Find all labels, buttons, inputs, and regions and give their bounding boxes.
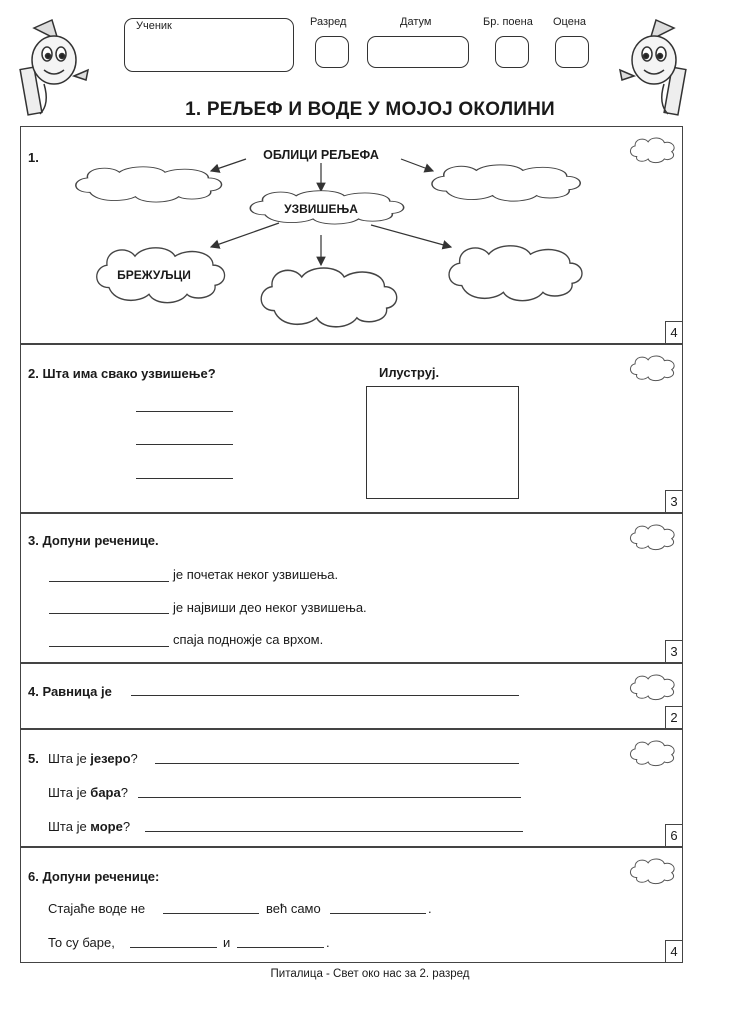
question-sea: Шта је море? xyxy=(48,819,131,834)
sentence-and: и xyxy=(223,935,231,950)
section-2-question: 2. Шта има свако узвишење? xyxy=(28,366,216,381)
sentence-2: је највиши део неког узвишења. xyxy=(173,600,367,615)
section-2 xyxy=(20,344,683,513)
illustration-box[interactable] xyxy=(366,386,519,499)
blank-line[interactable] xyxy=(237,947,324,948)
blank-line[interactable] xyxy=(163,913,259,914)
points-box[interactable] xyxy=(495,36,529,68)
blank-line[interactable] xyxy=(49,613,169,614)
section-3 xyxy=(20,513,683,663)
section-1-number: 1. xyxy=(28,150,39,165)
section-4-question: 4. Равница је xyxy=(28,684,112,699)
diagram-middle-label: УЗВИШЕЊА xyxy=(284,202,358,216)
section-4 xyxy=(20,663,683,729)
score-cloud-icon xyxy=(627,854,679,888)
answer-line[interactable] xyxy=(131,695,519,696)
answer-line[interactable] xyxy=(155,763,519,764)
section-6 xyxy=(20,847,683,963)
answer-line[interactable] xyxy=(138,797,521,798)
cloud-blank-left xyxy=(76,167,222,202)
blank-line[interactable] xyxy=(49,581,169,582)
illustrate-label: Илуструј. xyxy=(379,365,440,380)
points-label: Бр. поена xyxy=(483,16,533,28)
diagram-root-label: ОБЛИЦИ РЕЉЕФА xyxy=(263,148,379,162)
answer-line[interactable] xyxy=(145,831,523,832)
sentence-1: је почетак неког узвишења. xyxy=(173,567,339,582)
mark-label: Оцена xyxy=(553,16,587,28)
diagram-leaf-label: БРЕЖУЉЦИ xyxy=(117,268,191,282)
cloud-blank-bottom-right xyxy=(449,246,582,301)
cloud-blank-bottom xyxy=(261,268,396,327)
section-4-points: 2 xyxy=(665,706,682,728)
student-label: Ученик xyxy=(136,20,172,32)
section-5-number: 5. xyxy=(28,751,39,766)
grade-box[interactable] xyxy=(315,36,349,68)
answer-line[interactable] xyxy=(136,411,233,412)
answer-line[interactable] xyxy=(136,478,233,479)
question-pond: Шта је бара? xyxy=(48,785,128,800)
cloud-blank-right xyxy=(432,165,580,201)
answer-line[interactable] xyxy=(136,444,233,445)
blank-line[interactable] xyxy=(130,947,217,948)
score-cloud-icon xyxy=(627,670,679,704)
section-3-question: 3. Допуни реченице. xyxy=(28,533,159,548)
date-box[interactable] xyxy=(367,36,469,68)
blank-line[interactable] xyxy=(49,646,169,647)
sentence-standing-water: Стајаће воде не xyxy=(48,901,146,916)
section-3-points: 3 xyxy=(665,640,682,662)
section-1-points: 4 xyxy=(665,321,682,343)
score-cloud-icon xyxy=(627,351,679,385)
section-5 xyxy=(20,729,683,847)
blank-line[interactable] xyxy=(330,913,426,914)
section-5-points: 6 xyxy=(665,824,682,846)
sentence-but-only: већ само xyxy=(266,901,321,916)
section-6-points: 4 xyxy=(665,940,682,962)
sentence-end: . xyxy=(428,901,432,916)
score-cloud-icon xyxy=(627,133,679,167)
sentence-3: спаја подножје са врхом. xyxy=(173,632,324,647)
grade-label: Разред xyxy=(310,16,347,28)
sentence-end: . xyxy=(326,935,330,950)
date-label: Датум xyxy=(400,16,432,28)
section-1 xyxy=(20,126,683,344)
section-2-points: 3 xyxy=(665,490,682,512)
page-title: 1. РЕЉЕФ И ВОДЕ У МОЈОЈ ОКОЛИНИ xyxy=(185,99,555,120)
score-cloud-icon xyxy=(627,520,679,554)
section-6-question: 6. Допуни реченице: xyxy=(28,869,160,884)
mark-box[interactable] xyxy=(555,36,589,68)
question-lake: Шта је језеро? xyxy=(48,751,138,766)
sentence-ponds: То су баре, xyxy=(48,935,115,950)
score-cloud-icon xyxy=(627,736,679,770)
footer: Питалица - Свет око нас за 2. разред xyxy=(270,968,470,980)
